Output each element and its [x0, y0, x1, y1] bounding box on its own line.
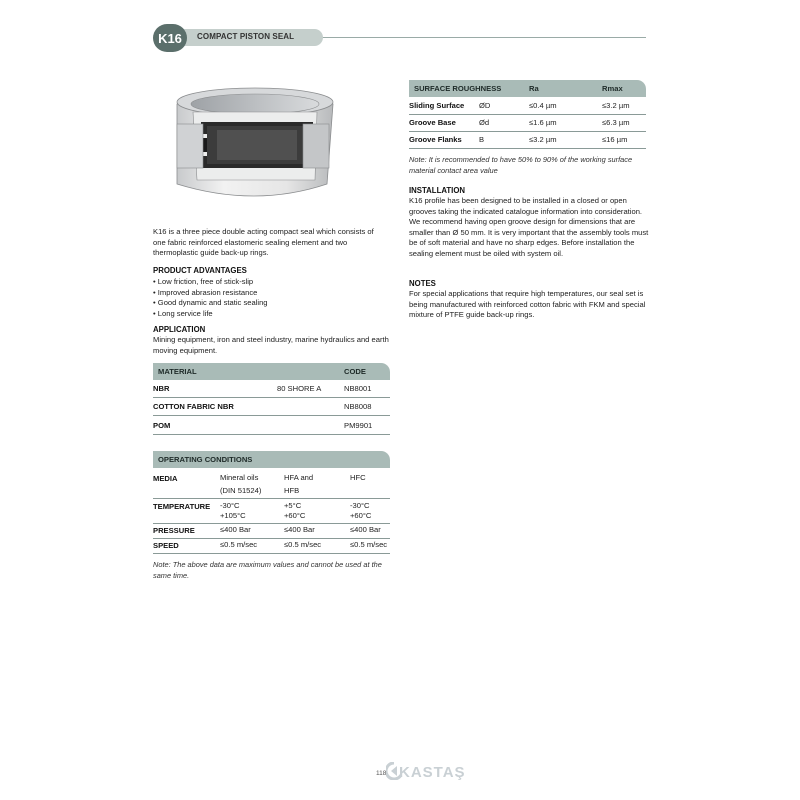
operating-table-header — [153, 451, 390, 468]
condition-value: ≤0.5 m/sec — [284, 540, 322, 549]
condition-value: +60°C — [350, 511, 372, 520]
condition-value: HFB — [284, 486, 300, 495]
table-row — [153, 471, 390, 499]
material-table-header — [153, 363, 390, 380]
list-item: • Low friction, free of stick-slip — [153, 277, 383, 288]
seal-illustration — [165, 82, 340, 202]
page-number: 118 — [376, 770, 387, 777]
brand-logo-text: KASTAŞ — [399, 764, 466, 781]
condition-value: ≤400 Bar — [350, 525, 381, 534]
product-code-badge: K16 — [153, 24, 187, 52]
material-name: COTTON FABRIC NBR — [153, 402, 234, 411]
roughness-column-header: SURFACE ROUGHNESS — [414, 84, 502, 93]
advantages-heading: PRODUCT ADVANTAGES — [153, 266, 247, 275]
condition-label: PRESSURE — [153, 526, 195, 535]
material-code: NB8008 — [344, 402, 372, 411]
header-rule — [300, 37, 646, 38]
material-column-header: MATERIAL — [158, 367, 197, 376]
operating-note: Note: The above data are maximum values and cannot be used at the same time. — [153, 560, 382, 580]
material-code: PM9901 — [344, 421, 373, 430]
table-row — [153, 380, 390, 398]
condition-value: ≤0.5 m/sec — [220, 540, 258, 549]
surface-symbol: ØD — [479, 101, 491, 110]
table-row — [153, 524, 390, 539]
condition-value: (DIN 51524) — [220, 486, 262, 495]
material-spec: 80 SHORE A — [277, 384, 322, 393]
application-heading: APPLICATION — [153, 325, 206, 334]
operating-heading: OPERATING CONDITIONS — [158, 455, 253, 464]
surface-name: Groove Base — [409, 118, 456, 127]
advantages-list — [153, 277, 383, 319]
condition-value: ≤0.5 m/sec — [350, 540, 388, 549]
ra-value: ≤1.6 µm — [529, 118, 557, 127]
notes-heading: NOTES — [409, 279, 436, 288]
code-column-header: CODE — [344, 367, 366, 376]
surface-name: Sliding Surface — [409, 101, 465, 110]
notes-text: For special applications that require high temperatures, our seal set is being manufactured with reinforced cotton fabric with FKM and special mixture of PTFE guide back-up rings. — [409, 289, 646, 319]
condition-value: -30°C — [350, 501, 370, 510]
list-item: • Long service life — [153, 309, 383, 320]
rmax-value: ≤16 µm — [602, 135, 628, 144]
ra-value: ≤0.4 µm — [529, 101, 557, 110]
roughness-note: Note: It is recommended to have 50% to 90% of the working surface material contact area value — [409, 155, 633, 175]
table-row — [153, 539, 390, 554]
rmax-value: ≤3.2 µm — [602, 101, 630, 110]
ra-value: ≤3.2 µm — [529, 135, 557, 144]
installation-text: K16 profile has been designed to be installed in a closed or open grooves taking the indicated catalogue information into consideration. We recommend having open groove design for dimensions that are smaller than Ø 50 mm. It is very important that the assembly tools must be of soft material and have no sharp edges. Before installation the sealing element must be oiled with system oil. — [409, 196, 649, 258]
table-row — [153, 499, 390, 524]
surface-symbol: B — [479, 135, 485, 144]
surface-name: Groove Flanks — [409, 135, 462, 144]
table-row — [409, 114, 646, 132]
condition-label: TEMPERATURE — [153, 502, 211, 511]
condition-value: ≤400 Bar — [220, 525, 251, 534]
surface-symbol: Ød — [479, 118, 490, 127]
list-item: • Good dynamic and static sealing — [153, 298, 383, 309]
roughness-table-header — [409, 80, 646, 97]
condition-value: ≤400 Bar — [284, 525, 315, 534]
condition-value: +5°C — [284, 501, 302, 510]
page-title: COMPACT PISTON SEAL — [197, 32, 295, 41]
table-row — [153, 398, 390, 416]
condition-value: HFA and — [284, 473, 314, 482]
list-item: • Improved abrasion resistance — [153, 288, 383, 299]
product-description: K16 is a three piece double acting compact seal which consists of one fabric reinforced elastomeric sealing element and two thermoplastic guide back-up rings. — [153, 227, 374, 257]
condition-value: -30°C — [220, 501, 240, 510]
table-row — [153, 417, 390, 435]
installation-heading: INSTALLATION — [409, 186, 466, 195]
condition-value: HFC — [350, 473, 366, 482]
rmax-column-header: Rmax — [602, 84, 623, 93]
condition-label: SPEED — [153, 541, 179, 550]
application-text: Mining equipment, iron and steel industry, marine hydraulics and earth moving equipment. — [153, 335, 389, 355]
condition-value: +105°C — [220, 511, 246, 520]
rmax-value: ≤6.3 µm — [602, 118, 630, 127]
table-row — [409, 131, 646, 149]
ra-column-header: Ra — [529, 84, 539, 93]
material-name: POM — [153, 421, 171, 430]
material-name: NBR — [153, 384, 170, 393]
condition-label: MEDIA — [153, 474, 178, 483]
material-code: NB8001 — [344, 384, 372, 393]
condition-value: Mineral oils — [220, 473, 259, 482]
table-row — [409, 97, 646, 115]
condition-value: +60°C — [284, 511, 306, 520]
